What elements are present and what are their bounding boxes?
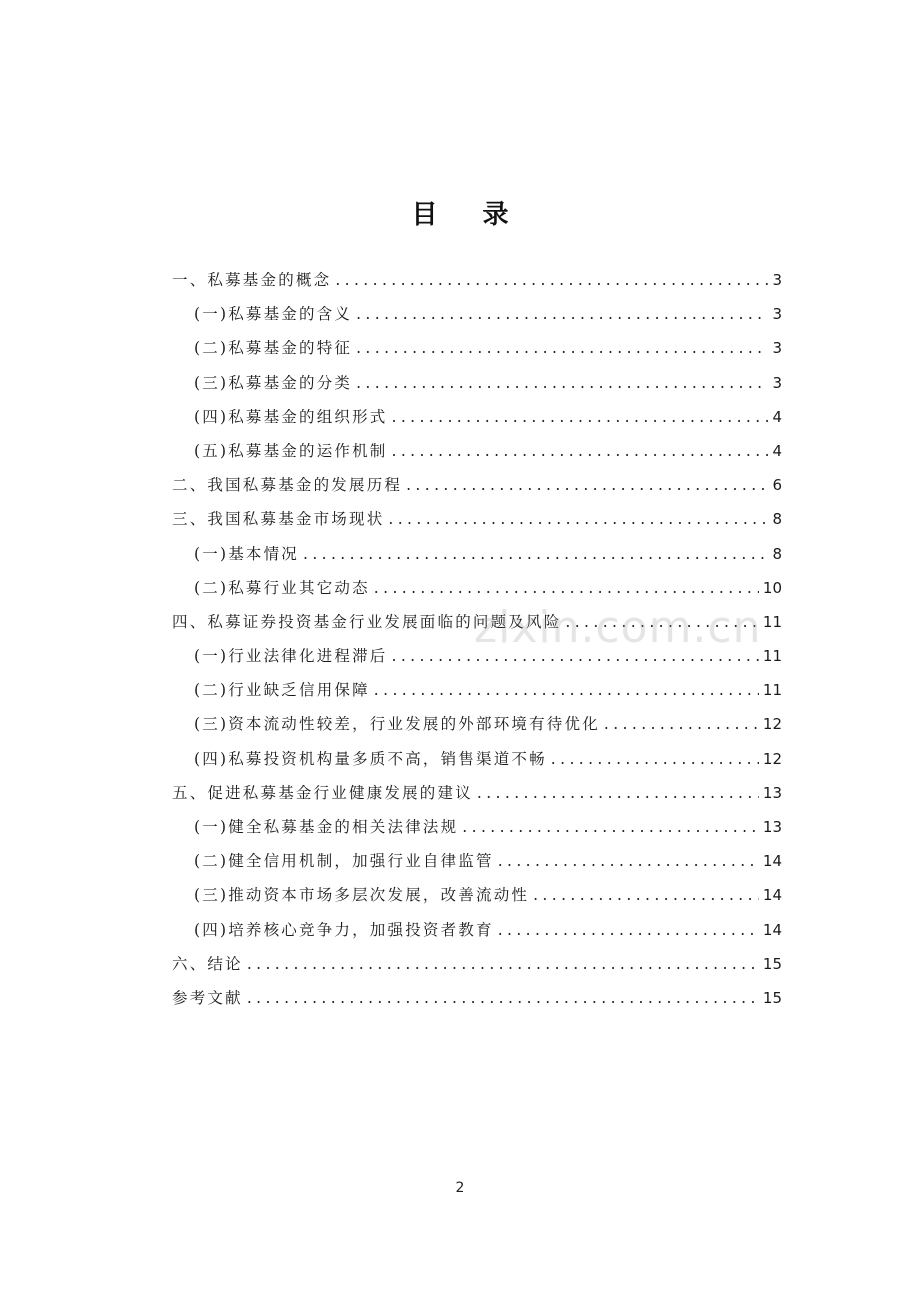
watermark: zixin.com.cn [474, 602, 762, 653]
toc-entry-title: 二、我国私募基金的发展历程 [172, 476, 403, 495]
toc-title: 目 录 [411, 200, 527, 230]
toc-entry-page: 8 [772, 510, 782, 529]
toc-entry[interactable] [172, 986, 782, 1020]
toc-dot-leader [247, 955, 759, 973]
toc-dot-leader [392, 647, 759, 665]
toc-dot-leader [247, 989, 759, 1007]
toc-entry-title: (一)健全私募基金的相关法律法规 [194, 818, 459, 836]
toc-entry-page: 15 [762, 954, 782, 973]
toc-entry-title: 三、我国私募基金市场现状 [172, 510, 385, 529]
toc-entry-title: 参考文献 [172, 988, 243, 1007]
toc-dot-leader [303, 545, 768, 563]
toc-entry[interactable] [172, 849, 782, 883]
toc-entry-page: 3 [772, 373, 782, 392]
toc-entry[interactable] [172, 952, 782, 986]
toc-entry-title: (一)行业法律化进程滞后 [194, 647, 388, 666]
toc-dot-leader [533, 886, 759, 904]
toc-entry-title: 五、促进私募基金行业健康发展的建议 [172, 783, 473, 802]
toc-entry-title: (二)私募基金的特征 [194, 339, 353, 358]
toc-entry-page: 4 [772, 441, 782, 460]
toc-entry[interactable] [172, 610, 782, 644]
toc-entry-title: (二)私募行业其它动态 [194, 578, 370, 597]
toc-entry[interactable] [172, 644, 782, 678]
toc-dot-leader [498, 921, 759, 939]
toc-dot-leader [462, 818, 759, 836]
toc-entry-page: 14 [762, 886, 782, 905]
toc-dot-leader [356, 305, 768, 323]
toc-entry-title: (二)行业缺乏信用保障 [194, 681, 370, 700]
toc-entry[interactable] [172, 473, 782, 507]
toc-entry[interactable] [172, 405, 782, 439]
table-of-contents [172, 268, 782, 1020]
toc-dot-leader [406, 476, 768, 494]
toc-entry[interactable] [172, 712, 782, 746]
toc-dot-leader [374, 579, 759, 597]
toc-entry-title: 一、私募基金的概念 [172, 271, 332, 289]
toc-entry-page: 13 [762, 783, 782, 802]
toc-dot-leader [356, 339, 768, 357]
toc-entry-page: 3 [772, 271, 782, 289]
toc-dot-leader [604, 715, 759, 733]
toc-entry[interactable] [172, 747, 782, 781]
toc-dot-leader [565, 613, 759, 631]
toc-entry[interactable] [172, 781, 782, 815]
toc-entry-page: 14 [762, 920, 782, 939]
toc-entry-page: 11 [762, 647, 782, 666]
toc-dot-leader [374, 681, 759, 699]
toc-entry-page: 14 [762, 852, 782, 871]
toc-entry[interactable] [172, 576, 782, 610]
toc-entry-page: 3 [772, 305, 782, 324]
toc-entry-page: 15 [762, 988, 782, 1007]
toc-entry[interactable] [172, 883, 782, 917]
toc-dot-leader [392, 408, 769, 426]
toc-dot-leader [551, 750, 759, 768]
toc-entry-title: (四)私募基金的组织形式 [194, 407, 388, 426]
toc-entry-page: 11 [762, 612, 782, 631]
toc-entry-title: 四、私募证券投资基金行业发展面临的问题及风险 [172, 612, 562, 631]
toc-entry[interactable] [172, 268, 782, 302]
toc-entry[interactable] [172, 336, 782, 370]
toc-entry-page: 4 [772, 407, 782, 426]
toc-entry-page: 12 [762, 715, 782, 734]
toc-entry-page: 13 [762, 818, 782, 836]
toc-dot-leader [388, 510, 768, 528]
toc-entry-page: 12 [762, 749, 782, 768]
toc-entry[interactable] [172, 302, 782, 336]
toc-dot-leader [356, 374, 768, 392]
toc-entry-page: 10 [762, 578, 782, 597]
toc-entry-title: (二)健全信用机制，加强行业自律监管 [194, 852, 494, 871]
toc-entry-title: (一)私募基金的含义 [194, 305, 353, 324]
toc-entry-title: (四)私募投资机构量多质不高，销售渠道不畅 [194, 749, 547, 768]
toc-dot-leader [477, 784, 759, 802]
toc-entry[interactable] [172, 439, 782, 473]
toc-entry[interactable] [172, 542, 782, 576]
toc-dot-leader [335, 271, 768, 289]
toc-entry[interactable] [172, 815, 782, 849]
toc-entry-title: (三)推动资本市场多层次发展，改善流动性 [194, 886, 530, 905]
toc-entry-title: (三)资本流动性较差，行业发展的外部环境有待优化 [194, 715, 600, 734]
toc-entry-title: 六、结论 [172, 954, 243, 973]
toc-entry-title: (一)基本情况 [194, 544, 299, 563]
toc-entry-page: 11 [762, 681, 782, 700]
toc-dot-leader [498, 852, 759, 870]
toc-entry-page: 6 [772, 476, 782, 495]
toc-entry-title: (四)培养核心竞争力，加强投资者教育 [194, 920, 494, 939]
toc-entry[interactable] [172, 678, 782, 712]
toc-entry[interactable] [172, 371, 782, 405]
toc-entry-title: (三)私募基金的分类 [194, 373, 353, 392]
page-number: 2 [455, 1180, 465, 1196]
toc-entry[interactable] [172, 918, 782, 952]
toc-entry-page: 3 [772, 339, 782, 358]
toc-entry[interactable] [172, 507, 782, 541]
toc-dot-leader [392, 442, 769, 460]
toc-entry-page: 8 [772, 544, 782, 563]
toc-entry-title: (五)私募基金的运作机制 [194, 441, 388, 460]
